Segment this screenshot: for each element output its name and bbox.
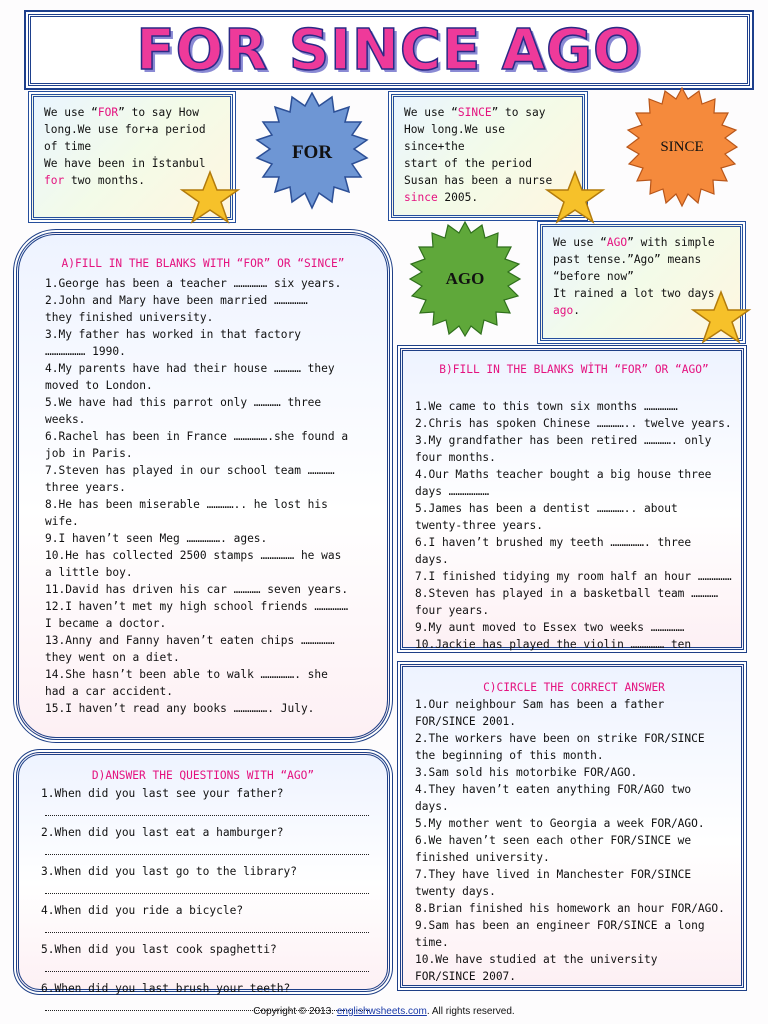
list-item: 2.Chris has spoken Chinese ………….. twelve years. <box>415 417 732 430</box>
page-title: FOR SINCE AGO <box>136 17 642 83</box>
section-d-heading: D)ANSWER THE QUESTIONS WITH “AGO” <box>91 769 315 782</box>
section-b-panel <box>400 348 744 650</box>
list-item: days. <box>415 553 449 566</box>
list-item: 4.My parents have had their house ………… they <box>45 362 335 375</box>
list-item: 7.Steven has played in our school team ………… <box>45 464 335 477</box>
question-item: 6.When did you last brush your teeth? <box>41 982 291 995</box>
list-item: three years. <box>45 481 126 494</box>
list-item: 9.I haven’t seen Meg ……………. ages. <box>45 532 268 545</box>
since-info-box: We use “SINCE” to say How long.We use since+the start of the period Susan has been a nurse since 2005. <box>391 94 585 218</box>
list-item: 11.David has driven his car ………… seven years. <box>45 583 349 596</box>
list-item: 9.My aunt moved to Essex two weeks …………… <box>415 621 685 634</box>
question-item: 1.When did you last see your father? <box>41 787 284 800</box>
list-item: finished university. <box>415 851 550 864</box>
list-item: weeks. <box>45 413 86 426</box>
list-item: a little boy. <box>45 566 133 579</box>
title-banner <box>28 14 750 86</box>
list-item: 6.We haven’t seen each other FOR/SINCE we <box>415 834 692 847</box>
list-item: they went on a diet. <box>45 651 180 664</box>
list-item: 5.We have had this parrot only ………… three <box>45 396 322 409</box>
list-item: 10.He has collected 2500 stamps …………… he was <box>45 549 342 562</box>
answer-line[interactable] <box>45 958 369 972</box>
section-b-heading: B)FILL IN THE BLANKS WİTH “FOR” OR “AGO” <box>439 363 709 376</box>
list-item: time. <box>415 936 449 949</box>
since-badge <box>617 86 747 208</box>
list-item: 12.I haven’t met my high school friends …………… <box>45 600 349 613</box>
list-item: 15.I haven’t read any books ……………. July. <box>45 702 315 715</box>
section-a-heading: A)FILL IN THE BLANKS WITH “FOR” OR “SINCE” <box>61 257 345 270</box>
list-item: 8.He has been miserable ………….. he lost his <box>45 498 328 511</box>
ago-badge <box>400 220 530 338</box>
list-item: 9.Sam has been an engineer FOR/SINCE a long <box>415 919 705 932</box>
ago-badge-label: AGO <box>445 269 485 288</box>
list-item: 2.The workers have been on strike FOR/SINCE <box>415 732 705 745</box>
list-item: twenty-three years. <box>415 519 543 532</box>
list-item: 3.Sam sold his motorbike FOR/AGO. <box>415 766 638 779</box>
list-item: 6.Rachel has been in France …………….she found a <box>45 430 349 443</box>
ago-info-box: We use “AGO” with simple past tense.”Ago” means “before now” It rained a lot two days ago. <box>540 224 743 341</box>
section-a-panel <box>16 232 390 740</box>
list-item: 10.Jackie has played the violin …………… ten <box>415 638 692 651</box>
list-item: they finished university. <box>45 311 214 324</box>
copyright-footer: Copyright © 2013. englishwsheets.com. All rights reserved. <box>253 1006 515 1017</box>
for-badge <box>245 92 379 210</box>
question-item: 3.When did you last go to the library? <box>41 865 297 878</box>
question-item: 2.When did you last eat a hamburger? <box>41 826 284 839</box>
list-item: days ……………… <box>415 485 490 498</box>
list-item: 5.My mother went to Georgia a week FOR/AGO. <box>415 817 705 830</box>
list-item: I became a doctor. <box>45 617 167 630</box>
list-item: moved to London. <box>45 379 153 392</box>
site-link[interactable]: englishwsheets.com <box>336 1006 427 1017</box>
list-item: four years. <box>415 604 490 617</box>
star-icon <box>689 290 753 346</box>
list-item: 6.I haven’t brushed my teeth ……………. three <box>415 536 692 549</box>
list-item: 7.They have lived in Manchester FOR/SINCE <box>415 868 692 881</box>
answer-line[interactable] <box>45 880 369 894</box>
list-item: 1.Our neighbour Sam has been a father <box>415 698 665 711</box>
list-item: ……………… 1990. <box>45 345 126 358</box>
section-d-panel <box>16 752 390 995</box>
answer-line[interactable] <box>45 919 369 933</box>
since-badge-label: SINCE <box>660 139 704 155</box>
list-item: 10.We have studied at the university <box>415 953 658 966</box>
question-item: 4.When did you ride a bicycle? <box>41 904 244 917</box>
list-item: 5.James has been a dentist ………….. about <box>415 502 678 515</box>
list-item: twenty days. <box>415 885 496 898</box>
star-icon <box>543 170 607 226</box>
for-badge-label: FOR <box>291 142 333 163</box>
list-item: 8.Brian finished his homework an hour FOR/AGO. <box>415 902 725 915</box>
list-item: 14.She hasn’t been able to walk ……………. she <box>45 668 328 681</box>
question-item: 5.When did you last cook spaghetti? <box>41 943 277 956</box>
answer-line[interactable] <box>45 802 369 816</box>
list-item: FOR/SINCE 2007. <box>415 970 517 983</box>
for-info-box: We use “FOR” to say How long.We use for+a period of time We have been in İstanbul for two months. <box>31 94 233 220</box>
list-item: 3.My father has worked in that factory <box>45 328 301 341</box>
list-item: 2.John and Mary have been married …………… <box>45 294 308 307</box>
section-c-panel <box>400 664 744 988</box>
list-item: four months. <box>415 451 496 464</box>
list-item: 7.I finished tidying my room half an hour …………… <box>415 570 732 583</box>
list-item: wife. <box>45 515 79 528</box>
list-item: 13.Anny and Fanny haven’t eaten chips …………… <box>45 634 335 647</box>
list-item: 8.Steven has played in a basketball team ………… <box>415 587 719 600</box>
list-item: the beginning of this month. <box>415 749 604 762</box>
list-item: 1.George has been a teacher …………… six years. <box>45 277 342 290</box>
list-item: 1.We came to this town six months …………… <box>415 400 678 413</box>
list-item: job in Paris. <box>45 447 133 460</box>
list-item: FOR/SINCE 2001. <box>415 715 517 728</box>
list-item: had a car accident. <box>45 685 173 698</box>
answer-line[interactable] <box>45 841 369 855</box>
list-item: days. <box>415 800 449 813</box>
star-icon <box>178 170 242 226</box>
list-item: 4.They haven’t eaten anything FOR/AGO two <box>415 783 692 796</box>
list-item: 4.Our Maths teacher bought a big house three <box>415 468 712 481</box>
list-item: 3.My grandfather has been retired …………. only <box>415 434 712 447</box>
section-c-heading: C)CIRCLE THE CORRECT ANSWER <box>483 681 665 694</box>
